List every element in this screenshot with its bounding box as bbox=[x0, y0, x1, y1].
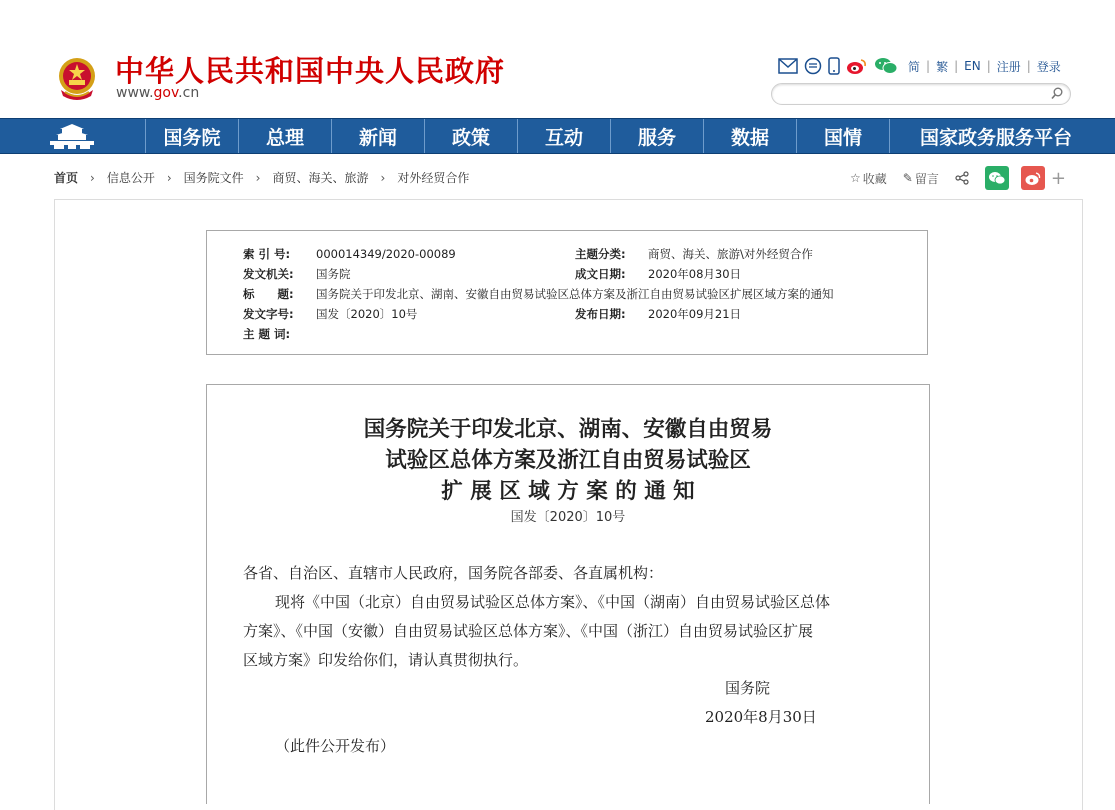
divider: | bbox=[954, 59, 959, 73]
nav-item-services[interactable]: 服务 bbox=[611, 119, 704, 153]
url-brand: gov bbox=[153, 85, 179, 101]
document-body bbox=[206, 384, 930, 804]
wechat-icon[interactable] bbox=[874, 57, 898, 75]
star-icon: ☆ bbox=[850, 171, 861, 185]
meta-published-date bbox=[575, 306, 741, 322]
meta-index-label: 索 引 号: bbox=[243, 247, 291, 261]
meta-issuer-label: 发文机关: bbox=[243, 267, 294, 281]
share-wechat-button[interactable] bbox=[985, 166, 1009, 190]
search-input[interactable] bbox=[782, 86, 1046, 104]
meta-docno-label: 发文字号: bbox=[243, 307, 294, 321]
comment-label: 留言 bbox=[914, 171, 939, 186]
meta-docno bbox=[243, 306, 417, 322]
document-salutation: 各省、自治区、直辖市人民政府，国务院各部委、各直属机构： bbox=[243, 564, 664, 582]
traditional-link[interactable]: 繁 bbox=[936, 59, 949, 74]
nav-item-policies[interactable]: 政策 bbox=[425, 119, 518, 153]
national-emblem-icon[interactable] bbox=[55, 56, 99, 102]
meta-title-label: 标 题: bbox=[243, 287, 294, 301]
meta-written-value: 2020年08月30日 bbox=[648, 267, 742, 281]
site-title[interactable]: 中华人民共和国中央人民政府 bbox=[115, 54, 506, 88]
weibo-icon bbox=[1024, 171, 1042, 186]
meta-category bbox=[575, 246, 813, 262]
meta-index bbox=[243, 246, 456, 262]
meta-issuer bbox=[243, 266, 351, 282]
top-icon-bar bbox=[778, 56, 1061, 76]
share-icon bbox=[955, 171, 969, 185]
nav-item-interaction[interactable]: 互动 bbox=[518, 119, 611, 153]
site-url[interactable] bbox=[116, 85, 199, 101]
breadcrumb bbox=[54, 169, 469, 186]
nav-item-service-platform[interactable]: 国家政务服务平台 bbox=[919, 126, 1072, 149]
chevron-right-icon: › bbox=[90, 170, 95, 185]
mobile-icon[interactable] bbox=[828, 57, 840, 75]
search-icon[interactable] bbox=[1051, 87, 1063, 100]
document-body-line-3: 区域方案》印发给你们，请认真贯彻执行。 bbox=[243, 651, 529, 669]
meta-keywords bbox=[243, 326, 316, 342]
wechat-icon bbox=[988, 171, 1006, 186]
simplified-link[interactable]: 简 bbox=[908, 59, 921, 74]
document-number: 国发〔2020〕10号 bbox=[510, 510, 626, 525]
share-button[interactable] bbox=[955, 171, 969, 185]
meta-issuer-value: 国务院 bbox=[316, 267, 351, 281]
breadcrumb-state-council-docs[interactable]: 国务院文件 bbox=[183, 171, 244, 185]
english-link[interactable]: EN bbox=[964, 59, 981, 73]
meta-title bbox=[243, 286, 834, 302]
meta-keywords-label: 主 题 词: bbox=[243, 327, 291, 341]
meta-written-label: 成文日期: bbox=[575, 267, 626, 281]
main-nav bbox=[0, 118, 1115, 154]
document-title-line-1: 国务院关于印发北京、湖南、安徽自由贸易 bbox=[363, 417, 773, 442]
document-body-line-2: 方案》、《中国（安徽）自由贸易试验区总体方案》、《中国（浙江）自由贸易试验区扩展 bbox=[243, 622, 814, 640]
login-link[interactable]: 登录 bbox=[1036, 59, 1061, 74]
document-metadata bbox=[206, 230, 928, 355]
nav-item-premier[interactable]: 总理 bbox=[239, 119, 332, 153]
weibo-icon[interactable] bbox=[846, 57, 868, 75]
breadcrumb-foreign-trade[interactable]: 对外经贸合作 bbox=[397, 171, 470, 185]
search-box bbox=[771, 83, 1071, 105]
document-title-line-3: 扩 展 区 域 方 案 的 通 知 bbox=[441, 479, 695, 504]
meta-category-value: 商贸、海关、旅游\对外经贸合作 bbox=[648, 247, 813, 261]
breadcrumb-info-disclosure[interactable]: 信息公开 bbox=[106, 171, 155, 185]
favorite-button[interactable] bbox=[850, 170, 887, 187]
nav-home[interactable] bbox=[0, 119, 146, 153]
nav-items bbox=[146, 119, 1102, 153]
meta-category-label: 主题分类: bbox=[575, 247, 626, 261]
meta-published-value: 2020年09月21日 bbox=[648, 307, 742, 321]
chevron-right-icon: › bbox=[255, 170, 261, 185]
url-prefix: www. bbox=[116, 85, 154, 101]
document-date: 2020年8月30日 bbox=[705, 708, 817, 726]
meta-index-value: 000014349/2020-00089 bbox=[316, 247, 456, 261]
mail-icon[interactable] bbox=[778, 58, 798, 74]
breadcrumb-home[interactable]: 首页 bbox=[54, 171, 79, 185]
nav-item-data[interactable]: 数据 bbox=[704, 119, 797, 153]
document-title-line-2: 试验区总体方案及浙江自由贸易试验区 bbox=[385, 448, 751, 473]
pencil-icon: ✎ bbox=[902, 171, 913, 185]
nav-item-state-council[interactable]: 国务院 bbox=[146, 119, 239, 153]
chevron-right-icon: › bbox=[166, 170, 172, 185]
breadcrumb-trade-customs-tourism[interactable]: 商贸、海关、旅游 bbox=[272, 171, 369, 185]
document-body-line-1: 现将《中国（北京）自由贸易试验区总体方案》、《中国（湖南）自由贸易试验区总体 bbox=[275, 593, 831, 611]
meta-title-value: 国务院关于印发北京、湖南、安徽自由贸易试验区总体方案及浙江自由贸易试验区扩展区域方案的通知 bbox=[316, 287, 834, 301]
meta-published-label: 发布日期: bbox=[575, 307, 626, 321]
document-release-note: （此件公开发布） bbox=[275, 737, 396, 755]
article-tools bbox=[850, 166, 1066, 190]
url-suffix: .cn bbox=[178, 85, 200, 101]
meta-docno-value: 国发〔2020〕10号 bbox=[316, 307, 418, 321]
meta-written-date bbox=[575, 266, 741, 282]
nav-item-news[interactable]: 新闻 bbox=[332, 119, 425, 153]
register-link[interactable]: 注册 bbox=[996, 59, 1021, 74]
chat-icon[interactable] bbox=[804, 57, 822, 75]
nav-item-national-profile[interactable]: 国情 bbox=[797, 119, 890, 153]
divider: | bbox=[1026, 59, 1031, 73]
divider: | bbox=[926, 59, 931, 73]
share-weibo-button[interactable] bbox=[1021, 166, 1045, 190]
favorite-label: 收藏 bbox=[862, 171, 887, 186]
language-links bbox=[908, 58, 1061, 75]
divider: | bbox=[986, 59, 991, 73]
tiananmen-icon bbox=[0, 119, 145, 153]
site-header bbox=[0, 0, 1115, 118]
document-signature: 国务院 bbox=[725, 679, 771, 697]
comment-button[interactable] bbox=[903, 170, 939, 187]
chevron-right-icon: › bbox=[380, 170, 386, 185]
more-share-button[interactable]: + bbox=[1050, 167, 1066, 189]
